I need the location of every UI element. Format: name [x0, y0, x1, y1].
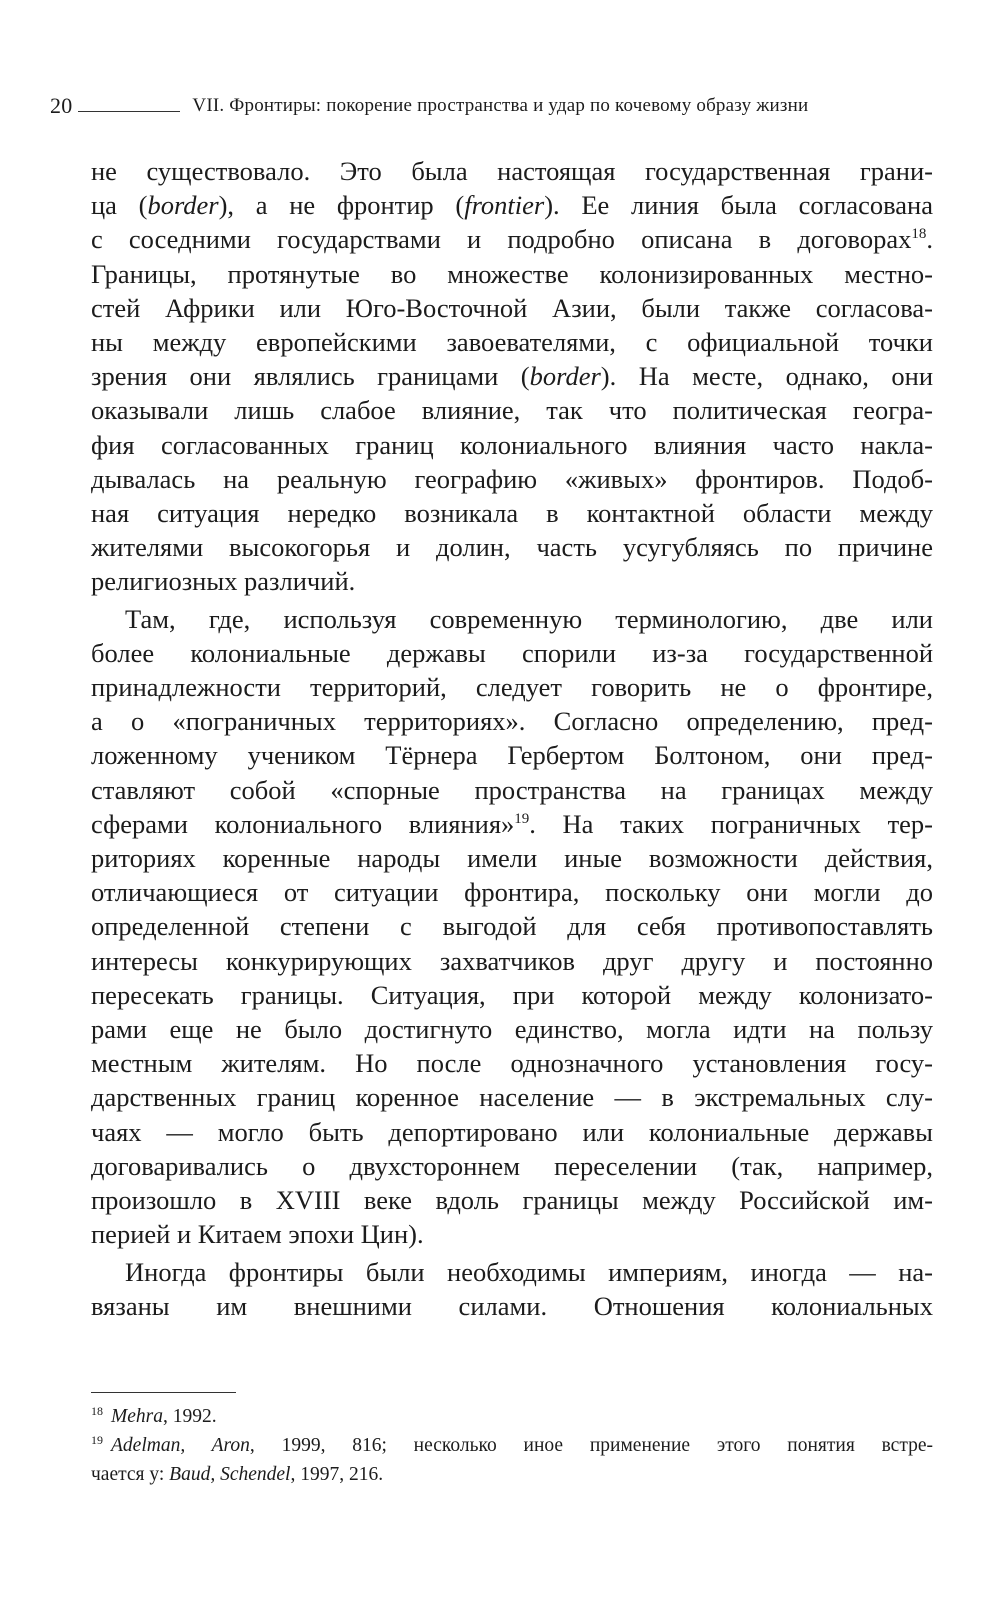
footnote-ref-18[interactable]: 18: [911, 226, 927, 243]
text-line: чаях — могло быть депортировано или колониальные державы: [91, 1116, 933, 1147]
text-line: не существовало. Это была настоящая государственная грани-: [91, 156, 933, 186]
text-line: пересекать границы. Ситуация, при которой между колонизато-: [91, 979, 933, 1010]
running-header: [50, 88, 930, 124]
header-rule: [78, 111, 180, 112]
footnote-19: $^{19}$ Adelman, Aron, 1999, 816; несколько иное применение этого понятия встре- чается у: Baud, Schendel, 1997, 216.: [91, 1432, 933, 1485]
text-line: местным жителям. Но после однозначного установления госу-: [91, 1048, 933, 1079]
text-line: рами еще не было достигнуто единство, могла идти на пользу: [91, 1014, 933, 1045]
text-line: дывалась на реальную географию «живых» фронтиров. Подоб-: [91, 463, 933, 494]
running-title: VII. Фронтиры: покорение пространства и удар по кочевому образу жизни: [192, 95, 809, 116]
footnote-number: 19: [91, 1432, 103, 1447]
text-line: принадлежности территорий, следует говорить не о фронтире,: [91, 672, 933, 703]
footnote-author: Mehra: [111, 1406, 163, 1427]
text-line: а о «пограничных территориях». Согласно определению, пред-: [91, 706, 933, 737]
text-line: оказывали лишь слабое влияние, так что политическая геогра-: [91, 395, 933, 426]
text-line: ная ситуация нередко возникала в контактной области между: [91, 498, 933, 529]
text-line: жителями высокогорья и долин, часть усугубляясь по причине: [91, 532, 933, 563]
text-line: отличающиеся от ситуации фронтира, поскольку они могли до: [91, 877, 933, 908]
text-line: Границы, протянутые во множестве колонизированных местно-: [91, 258, 933, 289]
term-border: border: [529, 361, 601, 392]
text-line: ложенному учеником Тёрнера Гербертом Болтоном, они пред-: [91, 740, 933, 771]
text-line: более колониальные державы спорили из-за государственной: [91, 637, 933, 668]
text-line: произошло в XVIII веке вдоль границы между Российской им-: [91, 1185, 933, 1216]
footnote-author: Baud, Schendel: [169, 1464, 291, 1485]
text-line: риториях коренные народы имели иные возможности действия,: [91, 843, 933, 874]
text-line: интересы конкурирующих захватчиков друг другу и постоянно: [91, 945, 933, 976]
text-line: с соседними государствами и подробно описана в договорах$^{18}$.: [91, 224, 933, 255]
text-line: Иногда фронтиры были необходимы империям, иногда — на-: [125, 1256, 933, 1287]
text-line: ны между европейскими завоевателями, с официальной точки: [91, 327, 933, 358]
paragraph-2: [91, 602, 933, 1252]
text-line: ца (border), а не фронтир (frontier). Ее линия была согласована: [91, 190, 933, 221]
footnote-separator: [91, 1392, 236, 1393]
main-text: [91, 154, 933, 1323]
text-line: определенной степени с выгодой для себя противопоставлять: [91, 911, 933, 942]
footnote-author: Adelman, Aron: [111, 1435, 250, 1456]
paragraph-3: [91, 1255, 933, 1323]
text-line: фия согласованных границ колониального влияния часто накла-: [91, 429, 933, 460]
term-frontier: frontier: [464, 190, 545, 221]
page-number: 20: [50, 93, 73, 118]
footnote-18: $^{18}$ Mehra, 1992.: [91, 1403, 217, 1427]
footnote-number: 18: [91, 1403, 103, 1418]
text-line: Там, где, используя современную терминологию, две или: [125, 603, 933, 634]
text-line: сферами колониального влияния»$^{19}$. На таких пограничных тер-: [91, 808, 933, 839]
footnotes: [91, 1402, 933, 1489]
text-line: перией и Китаем эпохи Цин).: [91, 1219, 424, 1250]
text-line: вязаны им внешними силами. Отношения колониальных: [91, 1290, 933, 1321]
text-line: стей Африки или Юго-Восточной Азии, были также согласова-: [91, 292, 933, 323]
text-line: религиозных различий.: [91, 566, 356, 597]
text-line: ставляют собой «спорные пространства на границах между: [91, 774, 933, 805]
paragraph-1: [91, 154, 933, 599]
text-line: дарственных границ коренное население — в экстремальных слу-: [91, 1082, 933, 1113]
text-line: договаривались о двухстороннем переселении (так, например,: [91, 1150, 933, 1181]
text-line: зрения они являлись границами (border). На месте, однако, они: [91, 361, 933, 392]
term-border: border: [147, 190, 219, 221]
footnote-ref-19[interactable]: 19: [514, 811, 530, 828]
